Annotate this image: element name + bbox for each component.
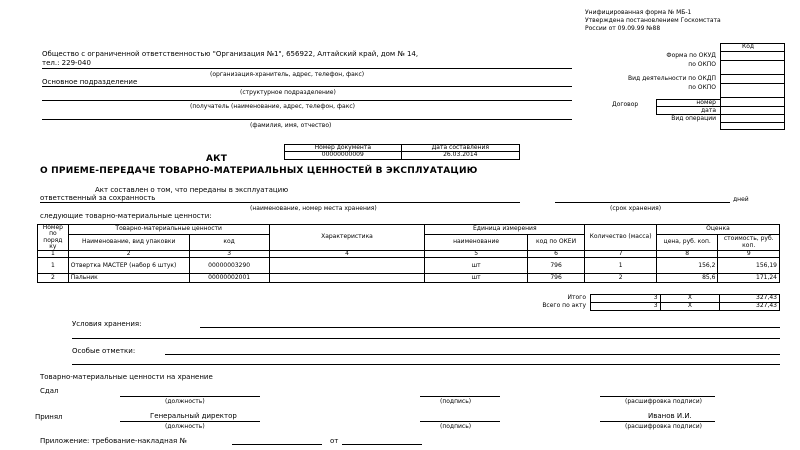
person-caption: (фамилия, имя, отчество) bbox=[250, 122, 332, 129]
form-unified-line: Унифицированная форма № МБ-1 bbox=[585, 9, 692, 16]
handed-signature-caption: (подпись) bbox=[440, 398, 472, 405]
totals-table bbox=[590, 294, 780, 311]
colnum: 8 bbox=[656, 251, 717, 258]
division-name: Основное подразделение bbox=[42, 78, 138, 86]
accepted-label: Принял bbox=[35, 413, 63, 421]
doc-title: О ПРИЕМЕ-ПЕРЕДАЧЕ ТОВАРНО-МАТЕРИАЛЬНЫХ ЦЕННОСТЕЙ В ЭКСПЛУАТАЦИЮ bbox=[40, 166, 478, 176]
colnum: 9 bbox=[718, 251, 780, 258]
h-code: код bbox=[189, 235, 269, 251]
row-qty: 1 bbox=[585, 258, 657, 274]
attachment-label: Приложение: требование-накладная № bbox=[40, 437, 187, 445]
accepted-name: Иванов И.И. bbox=[648, 412, 692, 420]
doc-number-table bbox=[284, 144, 520, 160]
colnum: 7 bbox=[585, 251, 657, 258]
division-caption: (структурное подразделение) bbox=[240, 89, 336, 96]
handed-label: Сдал bbox=[40, 387, 59, 395]
codes-header: Код bbox=[742, 43, 755, 50]
codes-box bbox=[720, 43, 785, 130]
intro-line3: следующие товарно-материальные ценности: bbox=[40, 212, 212, 220]
total-label: Итого bbox=[567, 294, 586, 301]
colnum: 1 bbox=[38, 251, 69, 258]
colnum: 2 bbox=[68, 251, 189, 258]
h-char: Характеристика bbox=[269, 225, 425, 251]
okpo2-label: по ОКПО bbox=[688, 84, 716, 91]
total-x: Х bbox=[660, 295, 720, 303]
org-phone: тел.: 229-040 bbox=[42, 59, 91, 67]
contract-label: Договор bbox=[612, 101, 639, 108]
conditions-label: Условия хранения: bbox=[72, 320, 142, 328]
row-name: Пальник bbox=[68, 274, 189, 283]
row-price: 85,6 bbox=[656, 274, 717, 283]
row-cost: 171,24 bbox=[718, 274, 780, 283]
row-okei: 796 bbox=[527, 274, 584, 283]
org-caption: (организация-хранитель, адрес, телефон, факс) bbox=[210, 71, 365, 78]
row-char bbox=[269, 274, 425, 283]
colnum: 4 bbox=[269, 251, 425, 258]
total-qty: 3 bbox=[591, 295, 661, 303]
h-name: Наименование, вид упаковки bbox=[68, 235, 189, 251]
h-okei: код по ОКЕИ bbox=[527, 235, 584, 251]
doc-date-header: Дата составления bbox=[401, 145, 519, 152]
colnum: 3 bbox=[189, 251, 269, 258]
row-cost: 156,19 bbox=[718, 258, 780, 274]
grand-qty: 3 bbox=[591, 303, 661, 311]
colnum: 5 bbox=[425, 251, 527, 258]
storage-label: Товарно-материальные ценности на хранение bbox=[40, 373, 213, 381]
h-tmc: Товарно-материальные ценности bbox=[68, 225, 269, 235]
intro-name-caption: (наименование, номер места хранения) bbox=[250, 205, 377, 212]
row-unit: шт bbox=[425, 258, 527, 274]
grand-cost: 327,43 bbox=[720, 303, 780, 311]
okpo-label: по ОКПО bbox=[688, 61, 716, 68]
form-decree-line: России от 09.09.99 №88 bbox=[585, 25, 661, 32]
table-row bbox=[38, 274, 780, 283]
grand-total-label: Всего по акту bbox=[542, 302, 586, 309]
colnum: 6 bbox=[527, 251, 584, 258]
h-num: Номер по поряд ку bbox=[38, 225, 69, 251]
row-code: 00000002001 bbox=[189, 274, 269, 283]
okdp-label: Вид деятельности по ОКДП bbox=[628, 75, 716, 82]
accepted-position: Генеральный директор bbox=[150, 412, 237, 420]
doc-number-header: Номер документа bbox=[285, 145, 402, 152]
row-price: 156,2 bbox=[656, 258, 717, 274]
akt-label: АКТ bbox=[206, 154, 228, 164]
row-unit: шт bbox=[425, 274, 527, 283]
h-unit-name: наименование bbox=[425, 235, 527, 251]
row-num: 2 bbox=[38, 274, 69, 283]
date-label: дата bbox=[701, 107, 716, 114]
notes-label: Особые отметки: bbox=[72, 347, 136, 355]
doc-date: 26.03.2014 bbox=[401, 152, 519, 159]
okud-label: Форма по ОКУД bbox=[666, 52, 716, 59]
handed-decode-caption: (расшифровка подписи) bbox=[625, 398, 702, 405]
form-approved-line: Утверждена постановлением Госкомстата bbox=[585, 17, 721, 24]
h-price: цена, руб. коп. bbox=[656, 235, 717, 251]
org-name: Общество с ограниченной ответственностью "Организация №1", 656922, Алтайский край, дом № 14, bbox=[42, 50, 419, 58]
intro-term-caption: (срок хранения) bbox=[610, 205, 662, 212]
row-okei: 796 bbox=[527, 258, 584, 274]
total-cost: 327,43 bbox=[720, 295, 780, 303]
h-unit: Единица измерения bbox=[425, 225, 585, 235]
row-name: Отвертка МАСТЕР (набор 6 штук) bbox=[68, 258, 189, 274]
recipient-caption: (получатель (наименование, адрес, телефон, факс) bbox=[190, 103, 355, 110]
accepted-signature-caption: (подпись) bbox=[440, 423, 472, 430]
accepted-position-caption: (должность) bbox=[165, 423, 205, 430]
row-char bbox=[269, 258, 425, 274]
operation-label: Вид операции bbox=[671, 115, 716, 122]
attachment-from: от bbox=[330, 437, 339, 445]
handed-position-caption: (должность) bbox=[165, 398, 205, 405]
h-eval: Оценка bbox=[656, 225, 779, 235]
items-table bbox=[37, 224, 780, 283]
accepted-decode-caption: (расшифровка подписи) bbox=[625, 423, 702, 430]
h-cost: стоимость, руб. коп. bbox=[718, 235, 780, 251]
grand-x: Х bbox=[660, 303, 720, 311]
doc-number: 00000000009 bbox=[285, 152, 402, 159]
intro-line1: Акт составлен о том, что переданы в эксплуатацию bbox=[95, 186, 289, 194]
h-qty: Количество (масса) bbox=[585, 225, 657, 251]
row-code: 00000003290 bbox=[189, 258, 269, 274]
row-qty: 2 bbox=[585, 274, 657, 283]
row-num: 1 bbox=[38, 258, 69, 274]
intro-line2: ответственный за сохранность bbox=[40, 194, 156, 202]
table-row bbox=[38, 258, 780, 274]
number-label: номер bbox=[696, 99, 716, 106]
days-label: дней bbox=[733, 196, 749, 203]
